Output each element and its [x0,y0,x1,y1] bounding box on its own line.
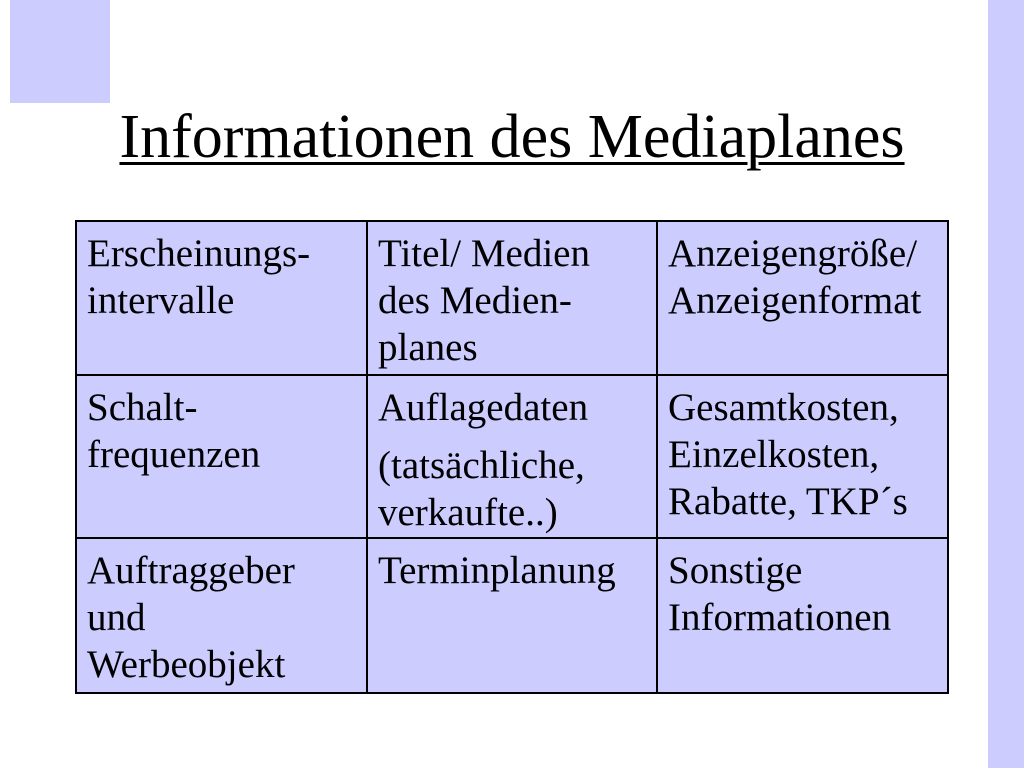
cell-text-line: Gesamtkosten, [668,386,899,429]
cell-paragraph [378,384,646,431]
cell-text-line: Erscheinungs- [87,232,311,275]
cell-text-line: Rabatte, TKP´s [668,480,908,523]
cell-text-line: Anzeigenformat [668,279,922,322]
table-cell-kosten [658,376,947,537]
cell-text-line: und [87,596,146,639]
slide-title: Informationen des Mediaplanes [119,103,905,171]
table-cell-terminplanung [368,539,656,692]
table-cell-erscheinungsintervalle [77,222,366,374]
table-cell-auftraggeber [77,539,366,692]
cell-text-line: verkaufte..) [378,491,558,534]
cell-paragraph [378,230,646,371]
slide-title-container [0,101,1024,173]
cell-paragraph [378,442,646,536]
table-cell-auflagedaten [368,376,656,537]
cell-paragraph [668,384,937,525]
table-cell-schaltfrequenzen [77,376,366,537]
table-cell-titel-medien [368,222,656,374]
decorative-corner-block [10,0,110,103]
cell-text-line: Titel/ Medien [378,232,590,275]
cell-paragraph [87,384,356,478]
table-cell-anzeigengroesse [658,222,947,374]
cell-text-line: Informationen [668,596,892,639]
media-plan-table [75,220,949,694]
cell-text-line: Werbeobjekt [87,643,286,686]
cell-paragraph [87,230,356,324]
cell-text-line: Sonstige [668,549,803,592]
cell-text-line: Schalt- [87,386,198,429]
cell-text-line: Auflagedaten [378,386,589,429]
cell-paragraph [378,547,646,594]
cell-paragraph [668,547,937,641]
table-cell-sonstige-informationen [658,539,947,692]
cell-paragraph [668,230,937,324]
cell-text-line: intervalle [87,279,235,322]
cell-text-line: Einzelkosten, [668,433,880,476]
cell-text-line: Auftraggeber [87,549,295,592]
cell-text-line: Terminplanung [378,549,616,592]
cell-text-line: Anzeigengröße/ [668,232,918,275]
cell-text-line: (tatsächliche, [378,444,585,487]
cell-text-line: des Medien- [378,279,572,322]
cell-paragraph [87,547,356,688]
cell-text-line: frequenzen [87,433,261,476]
cell-text-line: planes [378,326,478,369]
